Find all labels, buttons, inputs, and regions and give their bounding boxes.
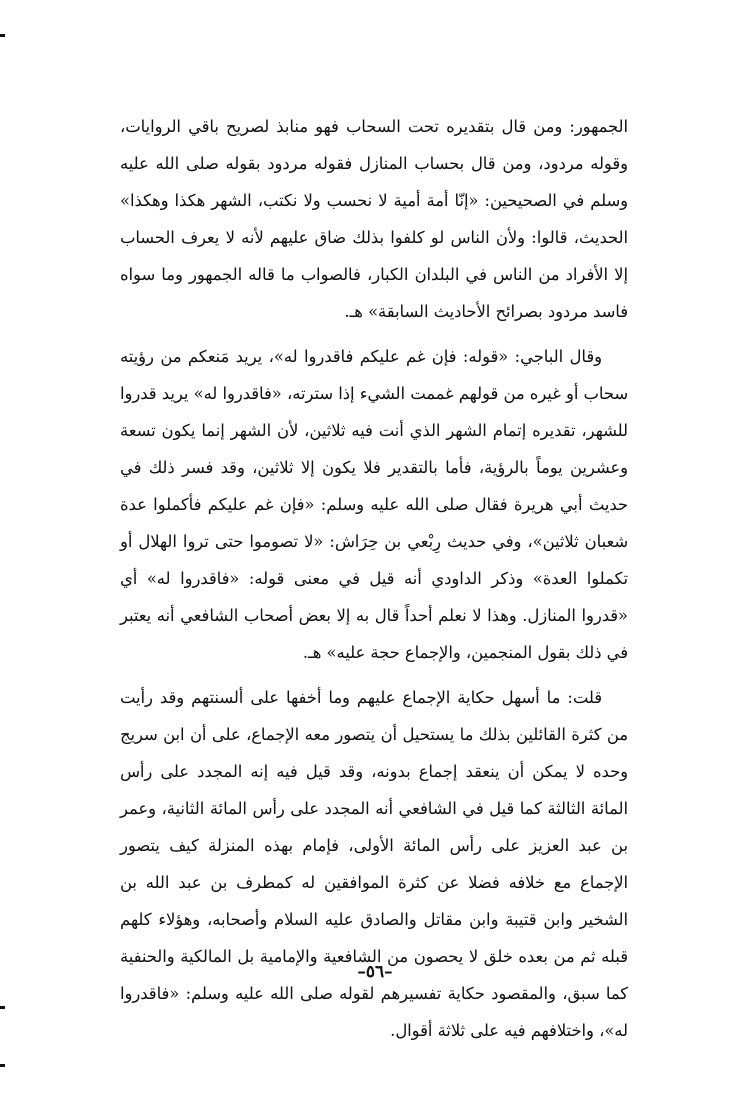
paragraph-qultu: قلت: ما أسهل حكاية الإجماع عليهم وما أخفها على ألسنتهم وقد رأيت من كثرة القائلين بذلك ما يستحيل أن يتصور معه الإجماع، على أن ابن سريج وحده لا يمكن أن ينعقد إجماع بدونه، وقد قيل فيه إنه المجدد على رأس المائة الثالثة كما قيل في الشافعي أنه المجدد على رأس المائة الثانية، وعمر بن عبد العزيز على رأس المائة الأولى، فإمام بهذه المنزلة كيف يتصور الإجماع مع خلافه فضلا عن كثرة الموافقين له كمطرف بن عبد الله بن الشخير وابن قتيبة وابن مقاتل والصادق عليه السلام وأصحابه، وهؤلاء كلهم قبله ثم من بعده خلق لا يحصون من الشافعية والإمامية بل المالكية والحنفية كما سبق، والمقصود حكاية تفسيرهم لقوله صلى الله عليه وسلم: «فاقدروا له»، واختلافهم فيه على ثلاثة أقوال. — [120, 688, 628, 1040]
scan-edge-mark — [0, 1064, 5, 1067]
scan-edge-mark — [0, 1006, 5, 1009]
paragraph-jumhur: الجمهور: ومن قال بتقديره تحت السحاب فهو منابذ لصريح باقي الروايات، وقوله مردود، ومن قال بحساب المنازل فقوله مردود بقوله صلى الله عليه وسلم في الصحيحين: «إنّا أمة أمية لا نحسب ولا نكتب، الشهر هكذا وهكذا» الحديث، قالوا: ولأن الناس لو كلفوا بذلك ضاق عليهم لأنه لا يعرف الحساب إلا الأفراد من الناس في البلدان الكبار، فالصواب ما قاله الجمهور وما سواه فاسد مردود بصرائح الأحاديث السابقة» هـ. — [120, 117, 628, 321]
paragraph-baji: وقال الباجي: «قوله: فإن غم عليكم فاقدروا له»، يريد مَنعكم من رؤيته سحاب أو غيره من قولهم غممت الشيء إذا سترته، «فاقدروا له» يريد قدروا للشهر، تقديره إتمام الشهر الذي أنت فيه ثلاثين، لأن الشهر إنما يكون تسعة وعشرين يوماً بالرؤية، فأما بالتقدير فلا يكون إلا ثلاثين، وقد فسر ذلك في حديث أبي هريرة فقال صلى الله عليه وسلم: «فإن غم عليكم فأكملوا عدة شعبان ثلاثين»، وفي حديث رِبْعي بن حِرَاش: «لا تصوموا حتى تروا الهلال أو تكملوا العدة» وذكر الداودي أنه قيل في معنى قوله: «فاقدروا له» أي «قدروا المنازل. وهذا لا نعلم أحداً قال به إلا بعض أصحاب الشافعي أنه يعتبر في ذلك بقول المنجمين، والإجماع حجة عليه» هـ. — [120, 347, 628, 662]
scan-edge-mark — [0, 34, 5, 37]
page-number: –٥٦– — [357, 962, 393, 982]
body-text — [120, 108, 628, 1057]
